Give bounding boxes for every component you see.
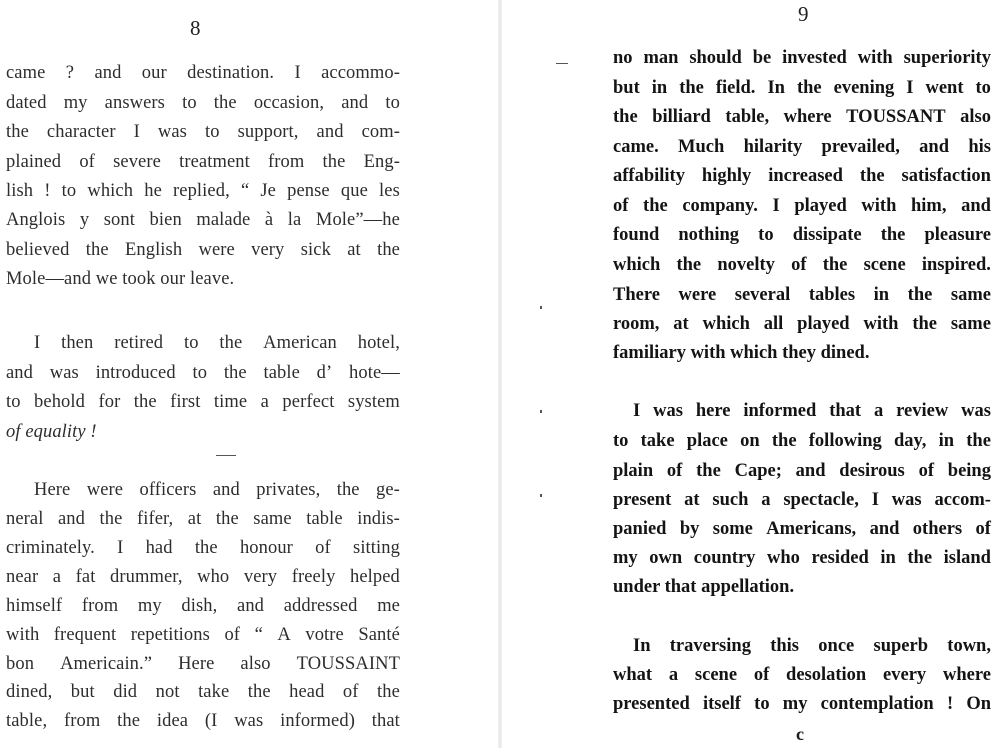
text-line: dated my answers to the occasion, and to [6, 93, 400, 113]
text-line: but in the field. In the evening I went to [613, 78, 991, 98]
text-line: came. Much hilarity prevailed, and his [613, 137, 991, 157]
text-line: under that appellation. [613, 577, 795, 597]
text-line: the billiard table, where TOUSSANT also [613, 107, 991, 127]
print-speck [540, 410, 542, 413]
text-line: neral and the fifer, at the same table indis- [6, 509, 400, 529]
text-line: I then retired to the American hotel, [34, 333, 400, 353]
text-line: himself from my dish, and addressed me [6, 596, 400, 616]
text-line: bon Americain.” Here also TOUSSAINT [6, 654, 400, 674]
page-number-left: 8 [190, 16, 201, 40]
text-line: present at such a spectacle, I was accom- [613, 490, 991, 510]
text-line: what a scene of desolation every where [613, 665, 991, 685]
text-line: to behold for the first time a perfect system [6, 392, 400, 412]
text-line: plained of severe treatment from the Eng- [6, 152, 400, 172]
text-line: to take place on the following day, in the [613, 431, 991, 451]
print-speck [540, 494, 542, 497]
signature-mark: c [796, 724, 804, 744]
text-line: Anglois y sont bien malade à la Mole”—he [6, 210, 400, 230]
text-line: dined, but did not take the head of the [6, 682, 400, 702]
text-line: panied by some Americans, and others of [613, 519, 991, 539]
text-line: Here were officers and privates, the ge- [34, 480, 400, 500]
text-line: plain of the Cape; and desirous of being [613, 461, 991, 481]
text-line: of the company. I played with him, and [613, 196, 991, 216]
text-line: In traversing this once superb town, [633, 636, 991, 656]
right-page [500, 0, 1000, 748]
text-line: familiary with which they dined. [613, 343, 870, 363]
text-line: and was introduced to the table d’ hote— [6, 363, 400, 383]
text-line: lish ! to which he replied, “ Je pense que les [6, 181, 400, 201]
text-line: near a fat drummer, who very freely helped [6, 567, 400, 587]
text-line: no man should be invested with superiority [613, 48, 991, 68]
text-line: believed the English were very sick at the [6, 240, 400, 260]
text-line: I was here informed that a review was [633, 401, 991, 421]
text-line: table, from the idea (I was informed) that [6, 711, 400, 731]
text-line: criminately. I had the honour of sitting [6, 538, 400, 558]
text-line: the character I was to support, and com- [6, 122, 400, 142]
page-number-right: 9 [798, 2, 809, 26]
text-line: came ? and our destination. I accommo- [6, 63, 400, 83]
text-line: with frequent repetitions of “ A votre Santé [6, 625, 400, 645]
text-line: found nothing to dissipate the pleasure [613, 225, 991, 245]
text-line: There were several tables in the same [613, 285, 991, 305]
text-line: room, at which all played with the same [613, 314, 991, 334]
print-speck [556, 63, 568, 64]
text-line: which the novelty of the scene inspired. [613, 255, 991, 275]
text-line: Mole—and we took our leave. [6, 269, 235, 289]
text-line: presented itself to my contemplation ! On [613, 694, 991, 714]
text-line: my own country who resided in the island [613, 548, 991, 568]
text-line: affability highly increased the satisfaction [613, 166, 991, 186]
print-speck [540, 306, 542, 309]
print-rule [216, 455, 236, 456]
text-line: of equality ! [6, 422, 97, 442]
